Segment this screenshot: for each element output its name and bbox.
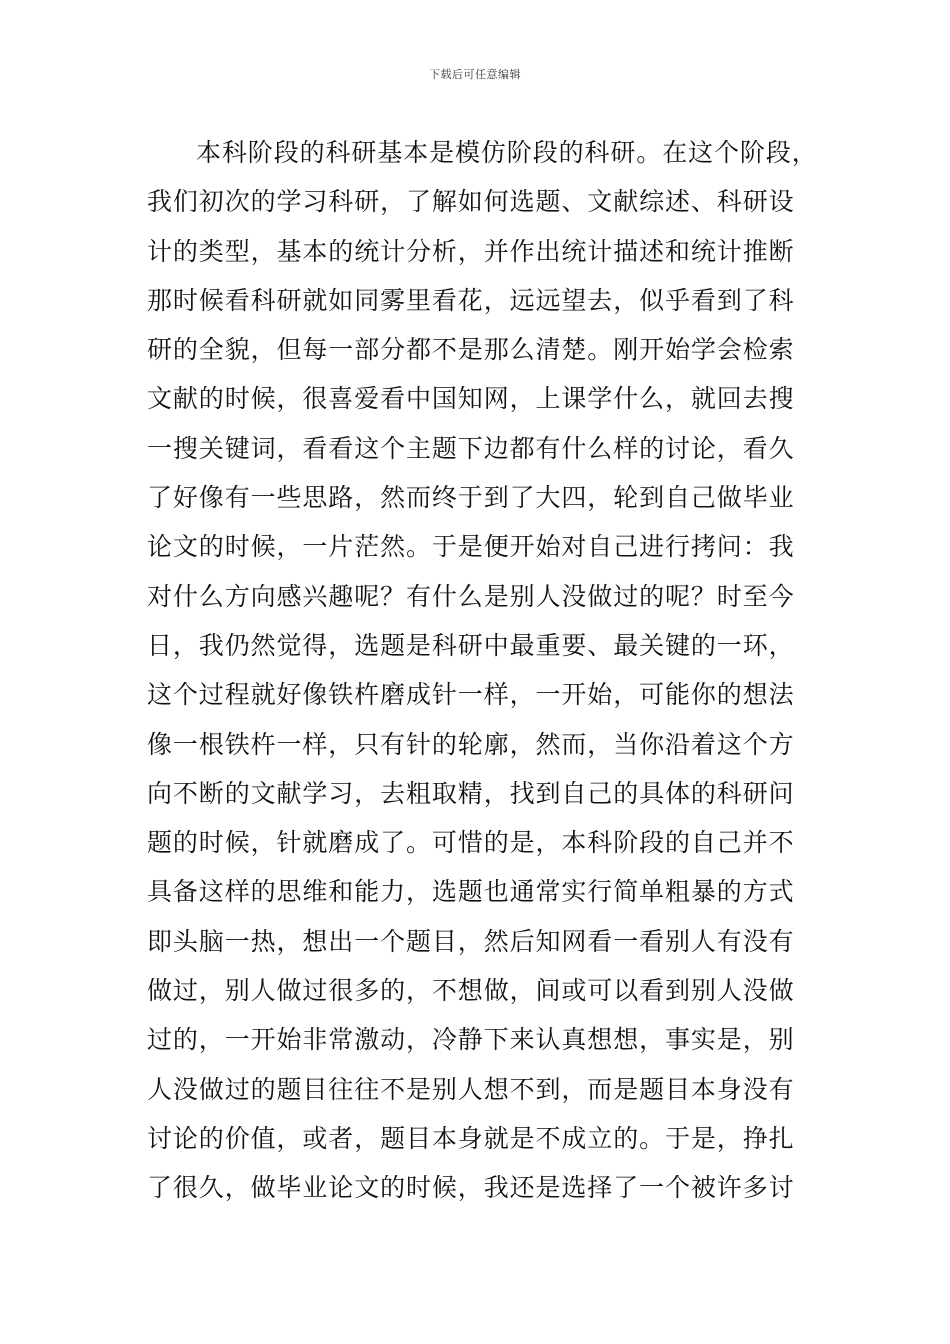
text-line: 即头脑一热，想出一个题目，然后知网看一看别人有没有	[147, 926, 795, 956]
text-line: 像一根铁杵一样，只有针的轮廓，然而，当你沿着这个方	[147, 729, 795, 759]
text-line: 题的时候，针就磨成了。可惜的是，本科阶段的自己并不	[147, 828, 795, 858]
page-header: 下载后可任意编辑	[429, 68, 521, 81]
text-line: 本科阶段的科研基本是模仿阶段的科研。在这个阶段，	[196, 138, 818, 167]
text-line: 讨论的价值，或者，题目本身就是不成立的。于是，挣扎	[147, 1123, 795, 1153]
text-line: 日，我仍然觉得，选题是科研中最重要、最关键的一环，	[147, 630, 795, 660]
text-line: 这个过程就好像铁杵磨成针一样，一开始，可能你的想法	[147, 680, 795, 710]
text-line: 计的类型，基本的统计分析，并作出统计描述和统计推断	[147, 236, 795, 266]
body-paragraph	[147, 128, 817, 1213]
text-line: 过的，一开始非常激动，冷静下来认真想想，事实是，别	[147, 1025, 795, 1055]
text-line: 人没做过的题目往往不是别人想不到，而是题目本身没有	[147, 1074, 795, 1104]
text-line: 了很久，做毕业论文的时候，我还是选择了一个被许多讨	[147, 1173, 795, 1203]
text-line: 对什么方向感兴趣呢？有什么是别人没做过的呢？时至今	[147, 581, 795, 611]
text-line: 一搜关键词，看看这个主题下边都有什么样的讨论，看久	[147, 433, 795, 463]
text-line: 具备这样的思维和能力，选题也通常实行简单粗暴的方式	[147, 877, 795, 907]
text-line: 论文的时候，一片茫然。于是便开始对自己进行拷问：我	[147, 532, 795, 562]
text-line: 我们初次的学习科研，了解如何选题、文献综述、科研设	[147, 187, 795, 217]
text-line: 了好像有一些思路，然而终于到了大四，轮到自己做毕业	[147, 483, 795, 513]
text-line: 文献的时候，很喜爱看中国知网，上课学什么，就回去搜	[147, 384, 795, 414]
text-line: 向不断的文献学习，去粗取精，找到自己的具体的科研问	[147, 778, 795, 808]
text-line: 那时候看科研就如同雾里看花，远远望去，似乎看到了科	[147, 285, 795, 315]
text-line: 做过，别人做过很多的，不想做，间或可以看到别人没做	[147, 976, 795, 1006]
text-line: 研的全貌，但每一部分都不是那么清楚。刚开始学会检索	[147, 335, 795, 365]
